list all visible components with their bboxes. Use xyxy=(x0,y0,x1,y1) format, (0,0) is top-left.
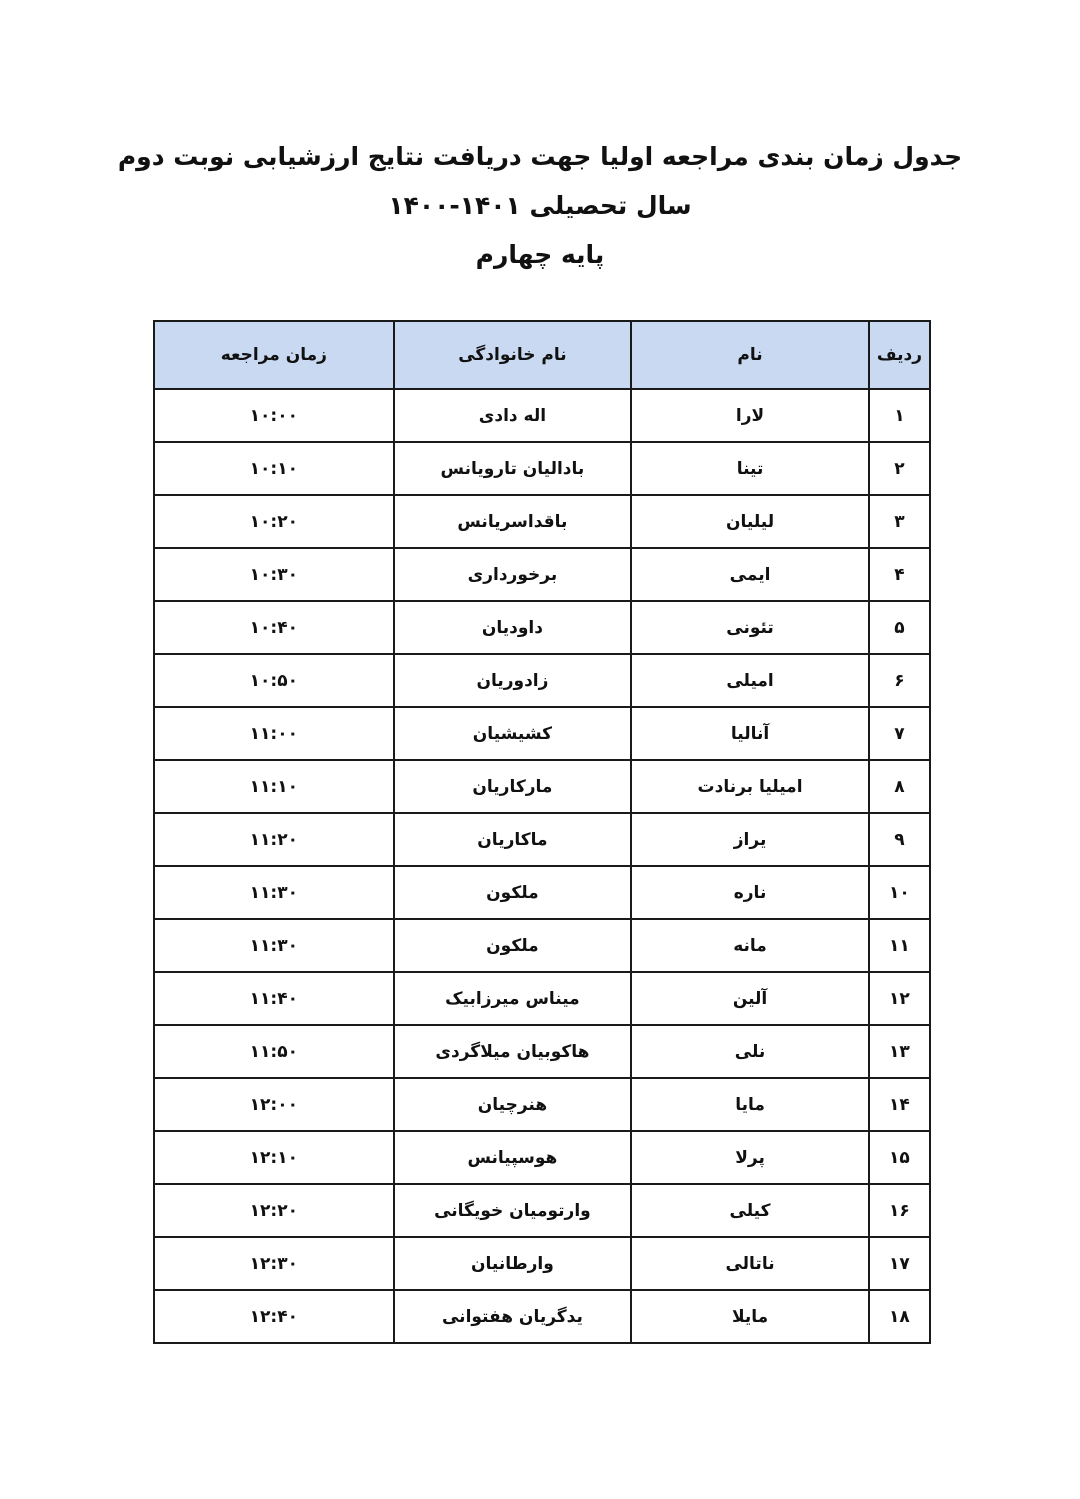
last-name-cell: یدگریان هفتوانی xyxy=(394,1290,632,1343)
first-name-cell: مایا xyxy=(631,1078,869,1131)
first-name-cell: پرلا xyxy=(631,1131,869,1184)
last-name-cell: ماکاریان xyxy=(394,813,632,866)
table-row xyxy=(154,548,930,601)
table-body xyxy=(154,389,930,1343)
row-number-cell: ۳ xyxy=(869,495,930,548)
table-row xyxy=(154,1290,930,1343)
document-title-block xyxy=(0,132,1080,279)
table-row xyxy=(154,601,930,654)
row-number-cell: ۱۷ xyxy=(869,1237,930,1290)
grade-level: پایه چهارم xyxy=(475,240,605,269)
last-name-cell: کشیشیان xyxy=(394,707,632,760)
visit-time-cell: ۱۱:۴۰ xyxy=(154,972,394,1025)
document-title: جدول زمان بندی مراجعه اولیا جهت دریافت نتایج ارزشیابی نوبت دوم xyxy=(117,142,963,171)
visit-time-cell: ۱۱:۳۰ xyxy=(154,919,394,972)
header-visit-time: زمان مراجعه xyxy=(154,321,394,389)
first-name-cell: لارا xyxy=(631,389,869,442)
visit-time-cell: ۱۱:۵۰ xyxy=(154,1025,394,1078)
first-name-cell: مایلا xyxy=(631,1290,869,1343)
table-row xyxy=(154,442,930,495)
last-name-cell: باقداسریانس xyxy=(394,495,632,548)
first-name-cell: لیلیان xyxy=(631,495,869,548)
row-number-cell: ۱۴ xyxy=(869,1078,930,1131)
row-number-cell: ۱۰ xyxy=(869,866,930,919)
row-number-cell: ۸ xyxy=(869,760,930,813)
row-number-cell: ۹ xyxy=(869,813,930,866)
row-number-cell: ۱۶ xyxy=(869,1184,930,1237)
table-row xyxy=(154,1025,930,1078)
first-name-cell: نلی xyxy=(631,1025,869,1078)
first-name-cell: تینا xyxy=(631,442,869,495)
first-name-cell: آنالیا xyxy=(631,707,869,760)
last-name-cell: زادوریان xyxy=(394,654,632,707)
last-name-cell: میناس میرزابیک xyxy=(394,972,632,1025)
row-number-cell: ۲ xyxy=(869,442,930,495)
header-last-name: نام خانوادگی xyxy=(394,321,632,389)
last-name-cell: داودیان xyxy=(394,601,632,654)
visit-time-cell: ۱۰:۳۰ xyxy=(154,548,394,601)
last-name-cell: اله دادی xyxy=(394,389,632,442)
first-name-cell: ناره xyxy=(631,866,869,919)
last-name-cell: بادالیان تارویانس xyxy=(394,442,632,495)
first-name-cell: مانه xyxy=(631,919,869,972)
table-row xyxy=(154,389,930,442)
table-header-row xyxy=(154,321,930,389)
last-name-cell: وارطانیان xyxy=(394,1237,632,1290)
visit-time-cell: ۱۲:۲۰ xyxy=(154,1184,394,1237)
table-row xyxy=(154,1237,930,1290)
table-row xyxy=(154,760,930,813)
table-row xyxy=(154,919,930,972)
visit-time-cell: ۱۱:۲۰ xyxy=(154,813,394,866)
last-name-cell: هوسپیانس xyxy=(394,1131,632,1184)
row-number-cell: ۱ xyxy=(869,389,930,442)
table-row xyxy=(154,866,930,919)
visit-time-cell: ۱۰:۱۰ xyxy=(154,442,394,495)
table-row xyxy=(154,654,930,707)
first-name-cell: آلین xyxy=(631,972,869,1025)
row-number-cell: ۷ xyxy=(869,707,930,760)
visit-time-cell: ۱۰:۲۰ xyxy=(154,495,394,548)
row-number-cell: ۱۲ xyxy=(869,972,930,1025)
visit-time-cell: ۱۲:۴۰ xyxy=(154,1290,394,1343)
table-row xyxy=(154,707,930,760)
row-number-cell: ۶ xyxy=(869,654,930,707)
table-row xyxy=(154,813,930,866)
table-row xyxy=(154,972,930,1025)
visit-time-cell: ۱۰:۵۰ xyxy=(154,654,394,707)
visit-time-cell: ۱۲:۱۰ xyxy=(154,1131,394,1184)
last-name-cell: ملکون xyxy=(394,866,632,919)
visit-time-cell: ۱۲:۰۰ xyxy=(154,1078,394,1131)
last-name-cell: ملکون xyxy=(394,919,632,972)
table-row xyxy=(154,1078,930,1131)
table-row xyxy=(154,495,930,548)
row-number-cell: ۱۱ xyxy=(869,919,930,972)
row-number-cell: ۱۵ xyxy=(869,1131,930,1184)
visit-time-cell: ۱۱:۳۰ xyxy=(154,866,394,919)
visit-time-cell: ۱۱:۱۰ xyxy=(154,760,394,813)
table-row xyxy=(154,1184,930,1237)
schedule-table xyxy=(153,320,931,1344)
visit-time-cell: ۱۲:۳۰ xyxy=(154,1237,394,1290)
first-name-cell: امیلیا برنادت xyxy=(631,760,869,813)
row-number-cell: ۵ xyxy=(869,601,930,654)
visit-time-cell: ۱۱:۰۰ xyxy=(154,707,394,760)
first-name-cell: ناتالی xyxy=(631,1237,869,1290)
row-number-cell: ۱۸ xyxy=(869,1290,930,1343)
row-number-cell: ۱۳ xyxy=(869,1025,930,1078)
visit-time-cell: ۱۰:۰۰ xyxy=(154,389,394,442)
academic-year: سال تحصیلی ۱۴۰۱-۱۴۰۰ xyxy=(388,191,692,220)
first-name-cell: یراز xyxy=(631,813,869,866)
row-number-cell: ۴ xyxy=(869,548,930,601)
header-first-name: نام xyxy=(631,321,869,389)
last-name-cell: وارتومیان خویگانی xyxy=(394,1184,632,1237)
header-row-number: ردیف xyxy=(869,321,930,389)
first-name-cell: تئونی xyxy=(631,601,869,654)
first-name-cell: کیلی xyxy=(631,1184,869,1237)
first-name-cell: امیلی xyxy=(631,654,869,707)
table-row xyxy=(154,1131,930,1184)
last-name-cell: هاکوبیان میلاگردی xyxy=(394,1025,632,1078)
last-name-cell: برخورداری xyxy=(394,548,632,601)
first-name-cell: ایمی xyxy=(631,548,869,601)
last-name-cell: هنرچیان xyxy=(394,1078,632,1131)
last-name-cell: مارکاریان xyxy=(394,760,632,813)
visit-time-cell: ۱۰:۴۰ xyxy=(154,601,394,654)
